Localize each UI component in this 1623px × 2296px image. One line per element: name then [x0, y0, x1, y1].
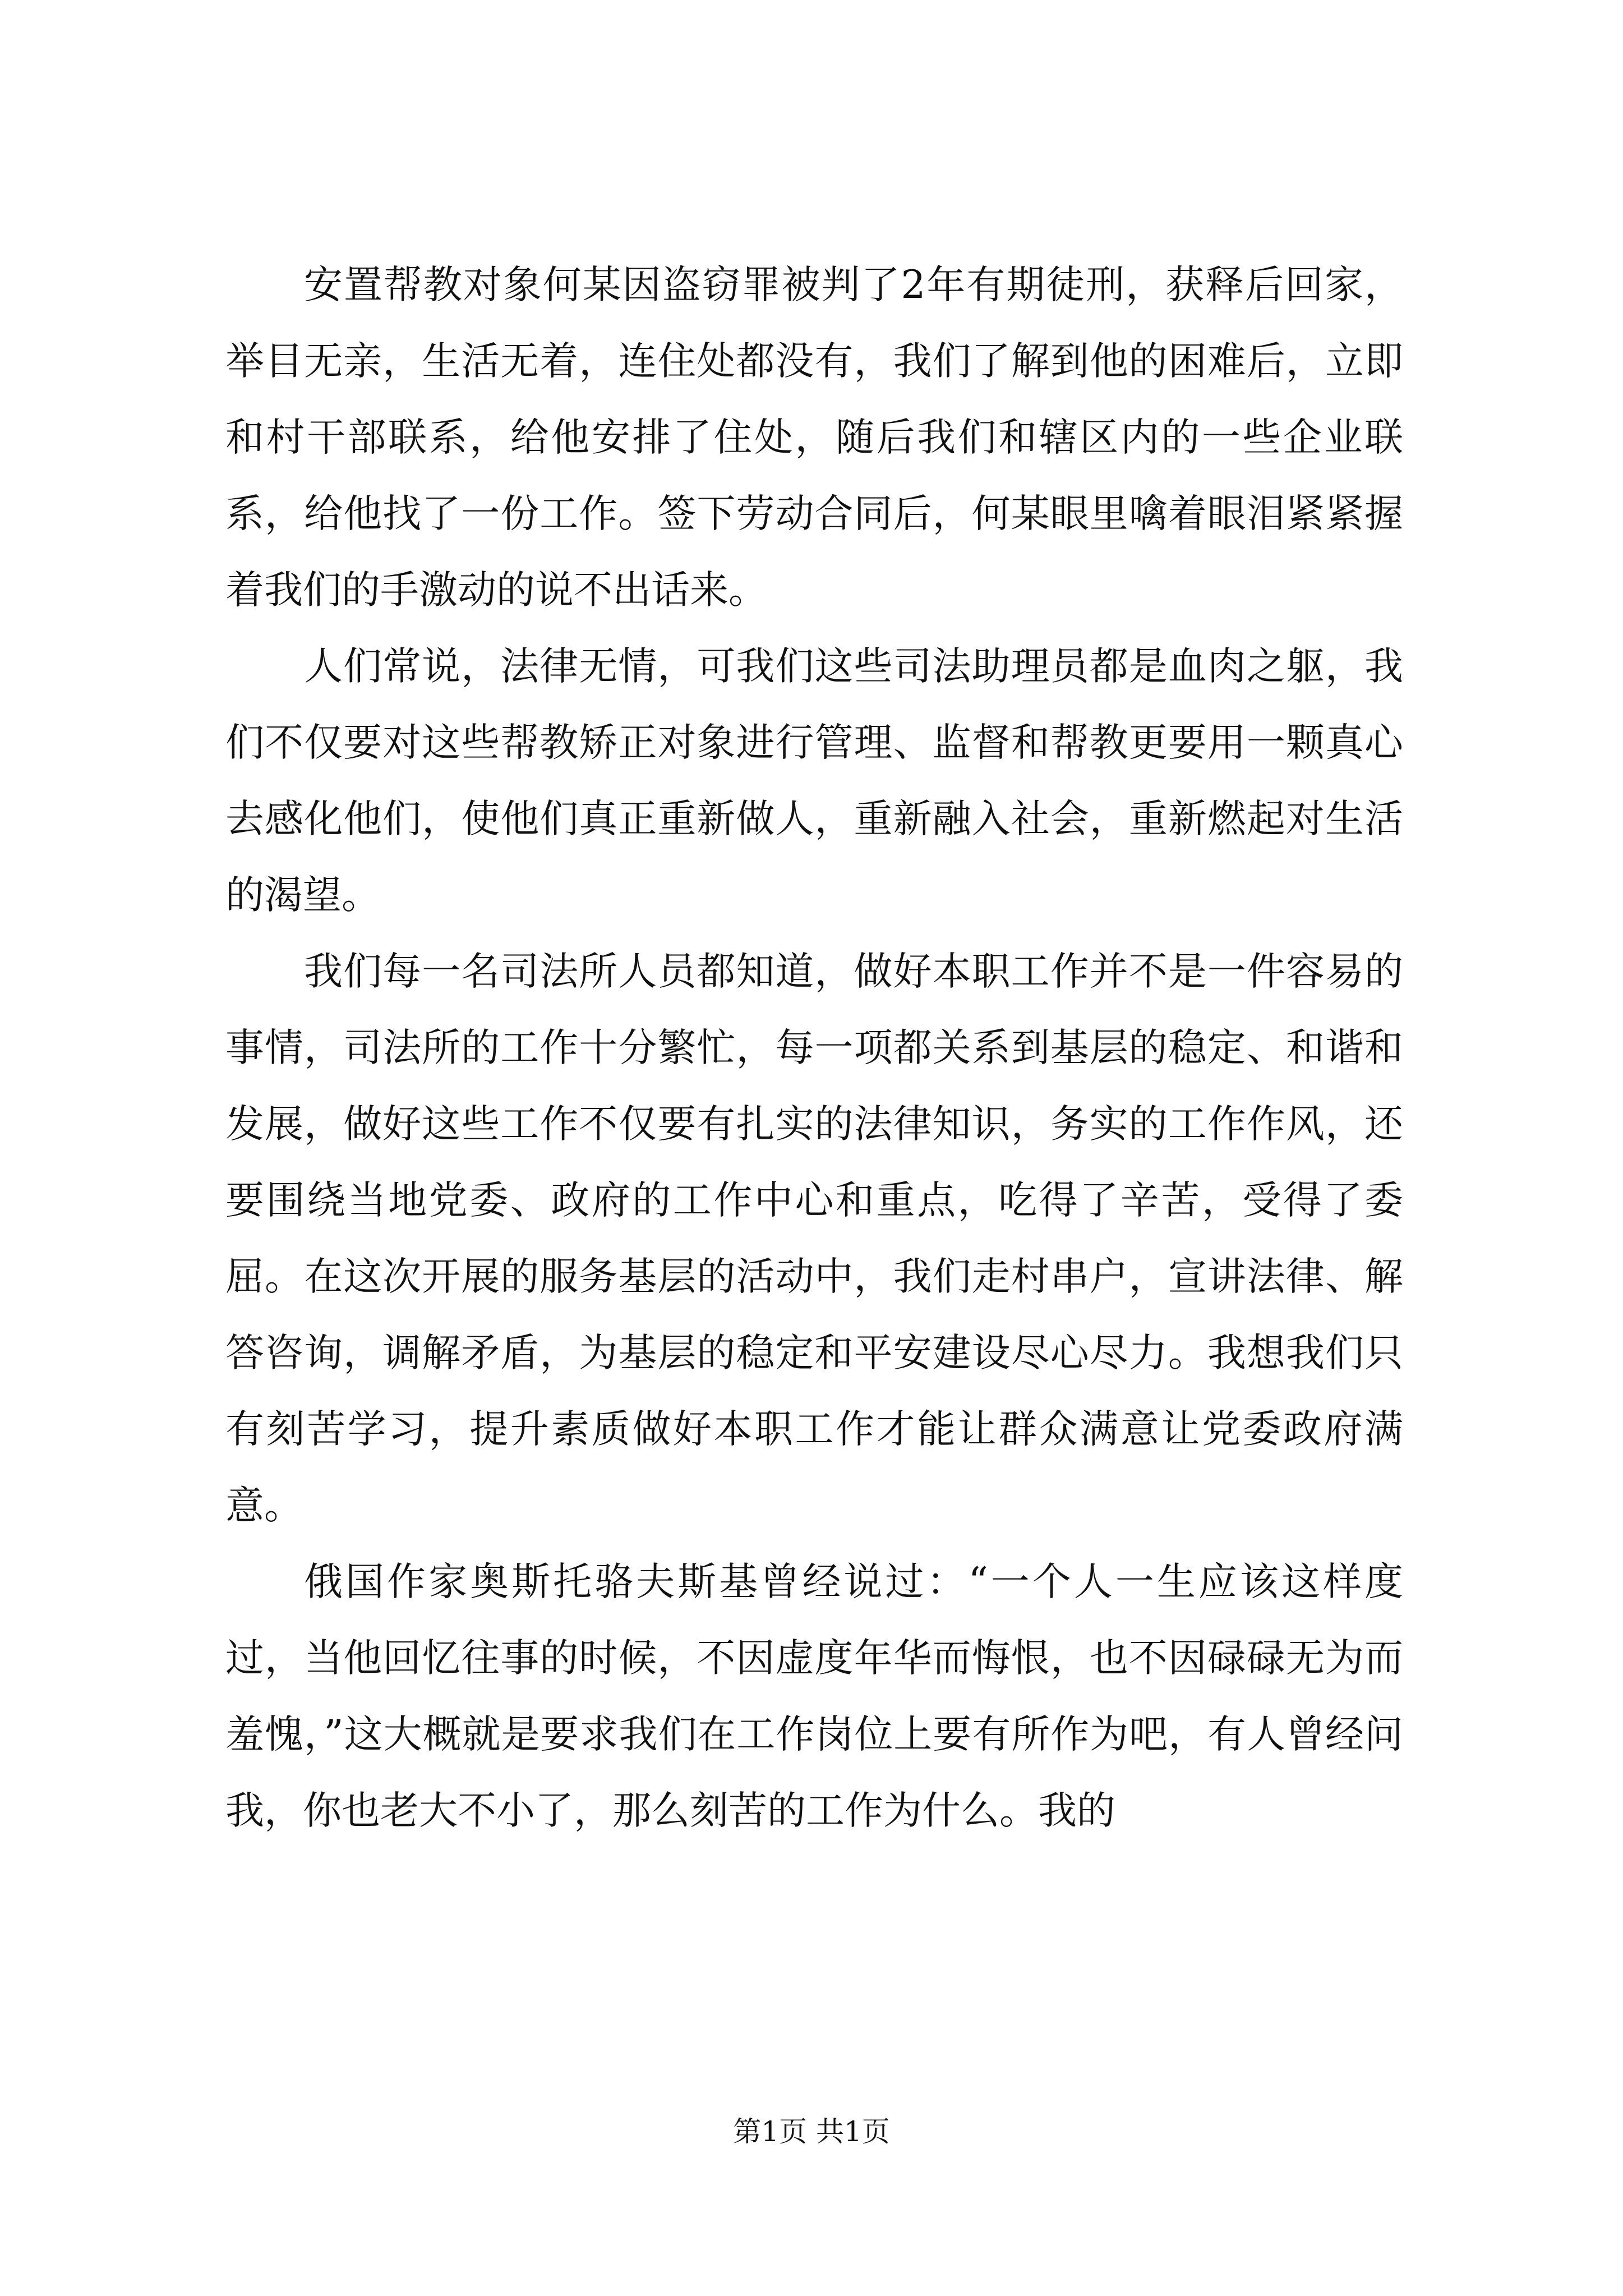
paragraph-4: 俄国作家奥斯托骆夫斯基曾经说过：“一个人一生应该这样度过，当他回忆往事的时候，不因虚度年华而悔恨，也不因碌碌无为而羞愧，”这大概就是要求我们在工作岗位上要有所作为吧，有人曾经问我，你也老大不小了，那么刻苦的工作为什么。我的 [225, 1559, 1403, 1833]
paragraph-1: 安置帮教对象何某因盗窃罪被判了2年有期徒刑，获释后回家，举目无亲，生活无着，连住处都没有，我们了解到他的困难后，立即和村干部联系，给他安排了住处，随后我们和辖区内的一些企业联系，给他找了一份工作。签下劳动合同后，何某眼里噙着眼泪紧紧握着我们的手激动的说不出话来。 [225, 263, 1403, 613]
paragraph-2: 人们常说，法律无情，可我们这些司法助理员都是血肉之躯，我们不仅要对这些帮教矫正对象进行管理、监督和帮教更要用一颗真心去感化他们，使他们真正重新做人，重新融入社会，重新燃起对生活的渴望。 [225, 644, 1403, 918]
document-body [225, 247, 1403, 1849]
paragraph-3: 我们每一名司法所人员都知道，做好本职工作并不是一件容易的事情，司法所的工作十分繁忙，每一项都关系到基层的稳定、和谐和发展，做好这些工作不仅要有扎实的法律知识，务实的工作作风，还要围绕当地党委、政府的工作中心和重点，吃得了辛苦，受得了委屈。在这次开展的服务基层的活动中，我们走村串户，宣讲法律、解答咨询，调解矛盾，为基层的稳定和平安建设尽心尽力。我想我们只有刻苦学习，提升素质做好本职工作才能让群众满意让党委政府满意。 [225, 949, 1403, 1528]
page-footer: 第1页 共1页 [733, 2115, 890, 2148]
